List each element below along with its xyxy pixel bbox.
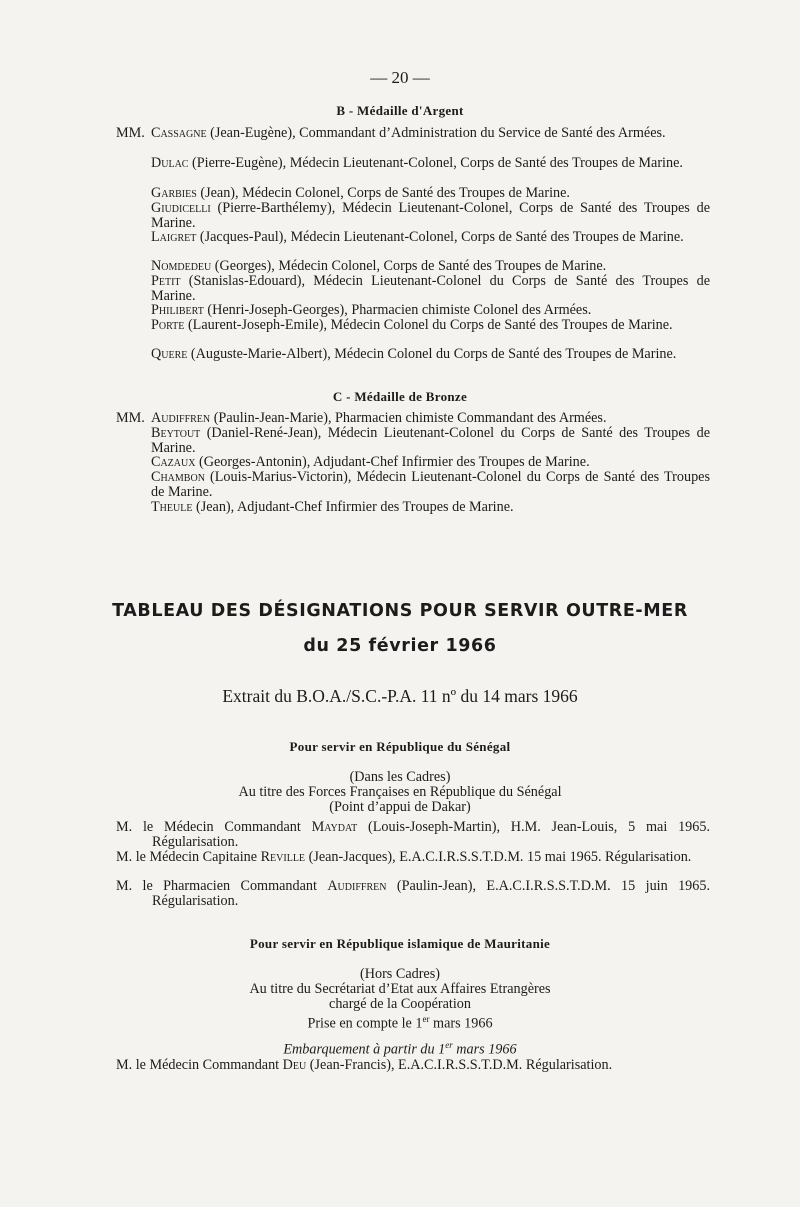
list-item: M. le Médecin Commandant Maydat (Louis-Joseph-Martin), H.M. Jean-Louis, 5 mai 1965. Régularisation. bbox=[116, 819, 710, 850]
list-item: Nomdedeu (Georges), Médecin Colonel, Corps de Santé des Troupes de Marine. bbox=[151, 258, 607, 274]
mauritanie-line-1: (Hors Cadres) bbox=[360, 966, 440, 982]
senegal-heading: Pour servir en République du Sénégal bbox=[289, 739, 511, 754]
mauritanie-line-2: Au titre du Secrétariat d’Etat aux Affaires Etrangères bbox=[249, 981, 551, 997]
mm-label: MM. bbox=[116, 125, 145, 141]
mauritanie-heading: Pour servir en République islamique de Mauritanie bbox=[249, 936, 551, 951]
senegal-line-3: (Point d’appui de Dakar) bbox=[329, 799, 471, 815]
section-b-heading: B - Médaille d'Argent bbox=[336, 103, 464, 118]
tableau-date: du 25 février 1966 bbox=[303, 636, 497, 656]
tableau-title: TABLEAU DES DÉSIGNATIONS POUR SERVIR OUTRE-MER bbox=[112, 601, 688, 621]
extrait-line: Extrait du B.O.A./S.C.-P.A. 11 nº du 14 mars 1966 bbox=[222, 686, 578, 706]
list-item: M. le Médecin Capitaine Reville (Jean-Jacques), E.A.C.I.R.S.S.T.D.M. 15 mai 1965. Régularisation. bbox=[116, 849, 692, 865]
list-item: M. le Médecin Commandant Deu (Jean-Francis), E.A.C.I.R.S.S.T.D.M. Régularisation. bbox=[116, 1057, 613, 1073]
list-item: Cazaux (Georges-Antonin), Adjudant-Chef Infirmier des Troupes de Marine. bbox=[151, 454, 590, 470]
senegal-line-1: (Dans les Cadres) bbox=[349, 769, 451, 785]
list-item: Petit (Stanislas-Edouard), Médecin Lieutenant-Colonel du Corps de Santé des Troupes de Marine. bbox=[151, 273, 710, 304]
mauritanie-line-3: chargé de la Coopération bbox=[329, 996, 471, 1012]
page-number: — 20 — bbox=[370, 68, 430, 87]
list-item: Garbies (Jean), Médecin Colonel, Corps de Santé des Troupes de Marine. bbox=[151, 185, 570, 201]
section-c-list bbox=[116, 411, 710, 426]
list-item: Cassagne (Jean-Eugène), Commandant d’Administration du Service de Santé des Armées. bbox=[151, 125, 666, 141]
mauritanie-line-4: Prise en compte le 1er mars 1966 bbox=[307, 1014, 493, 1032]
list-item: Dulac (Pierre-Eugène), Médecin Lieutenant-Colonel, Corps de Santé des Troupes de Marine. bbox=[151, 155, 683, 171]
section-b-list bbox=[116, 126, 710, 141]
senegal-line-2: Au titre des Forces Françaises en République du Sénégal bbox=[238, 784, 562, 800]
mm-label: MM. bbox=[116, 410, 145, 426]
list-item: Porte (Laurent-Joseph-Emile), Médecin Colonel du Corps de Santé des Troupes de Marine. bbox=[151, 317, 673, 333]
list-item: Beytout (Daniel-René-Jean), Médecin Lieutenant-Colonel du Corps de Santé des Troupes de Marine. bbox=[151, 425, 710, 456]
list-item: Chambon (Louis-Marius-Victorin), Médecin Lieutenant-Colonel du Corps de Santé des Troupes de Marine. bbox=[151, 469, 710, 500]
list-item: Laigret (Jacques-Paul), Médecin Lieutenant-Colonel, Corps de Santé des Troupes de Marine. bbox=[151, 229, 684, 245]
list-item: Giudicelli (Pierre-Barthélemy), Médecin Lieutenant-Colonel, Corps de Santé des Troupes de Marine. bbox=[151, 200, 710, 231]
embarquement-line: Embarquement à partir du 1er mars 1966 bbox=[283, 1040, 517, 1058]
list-item: M. le Pharmacien Commandant Audiffren (Paulin-Jean), E.A.C.I.R.S.S.T.D.M. 15 juin 1965. Régularisation. bbox=[116, 878, 710, 909]
section-c-heading: C - Médaille de Bronze bbox=[332, 389, 468, 404]
list-item: Theule (Jean), Adjudant-Chef Infirmier des Troupes de Marine. bbox=[151, 499, 514, 515]
list-item: Philibert (Henri-Joseph-Georges), Pharmacien chimiste Colonel des Armées. bbox=[151, 302, 592, 318]
list-item: Quere (Auguste-Marie-Albert), Médecin Colonel du Corps de Santé des Troupes de Marine. bbox=[151, 346, 677, 362]
list-item: Audiffren (Paulin-Jean-Marie), Pharmacien chimiste Commandant des Armées. bbox=[151, 410, 607, 426]
